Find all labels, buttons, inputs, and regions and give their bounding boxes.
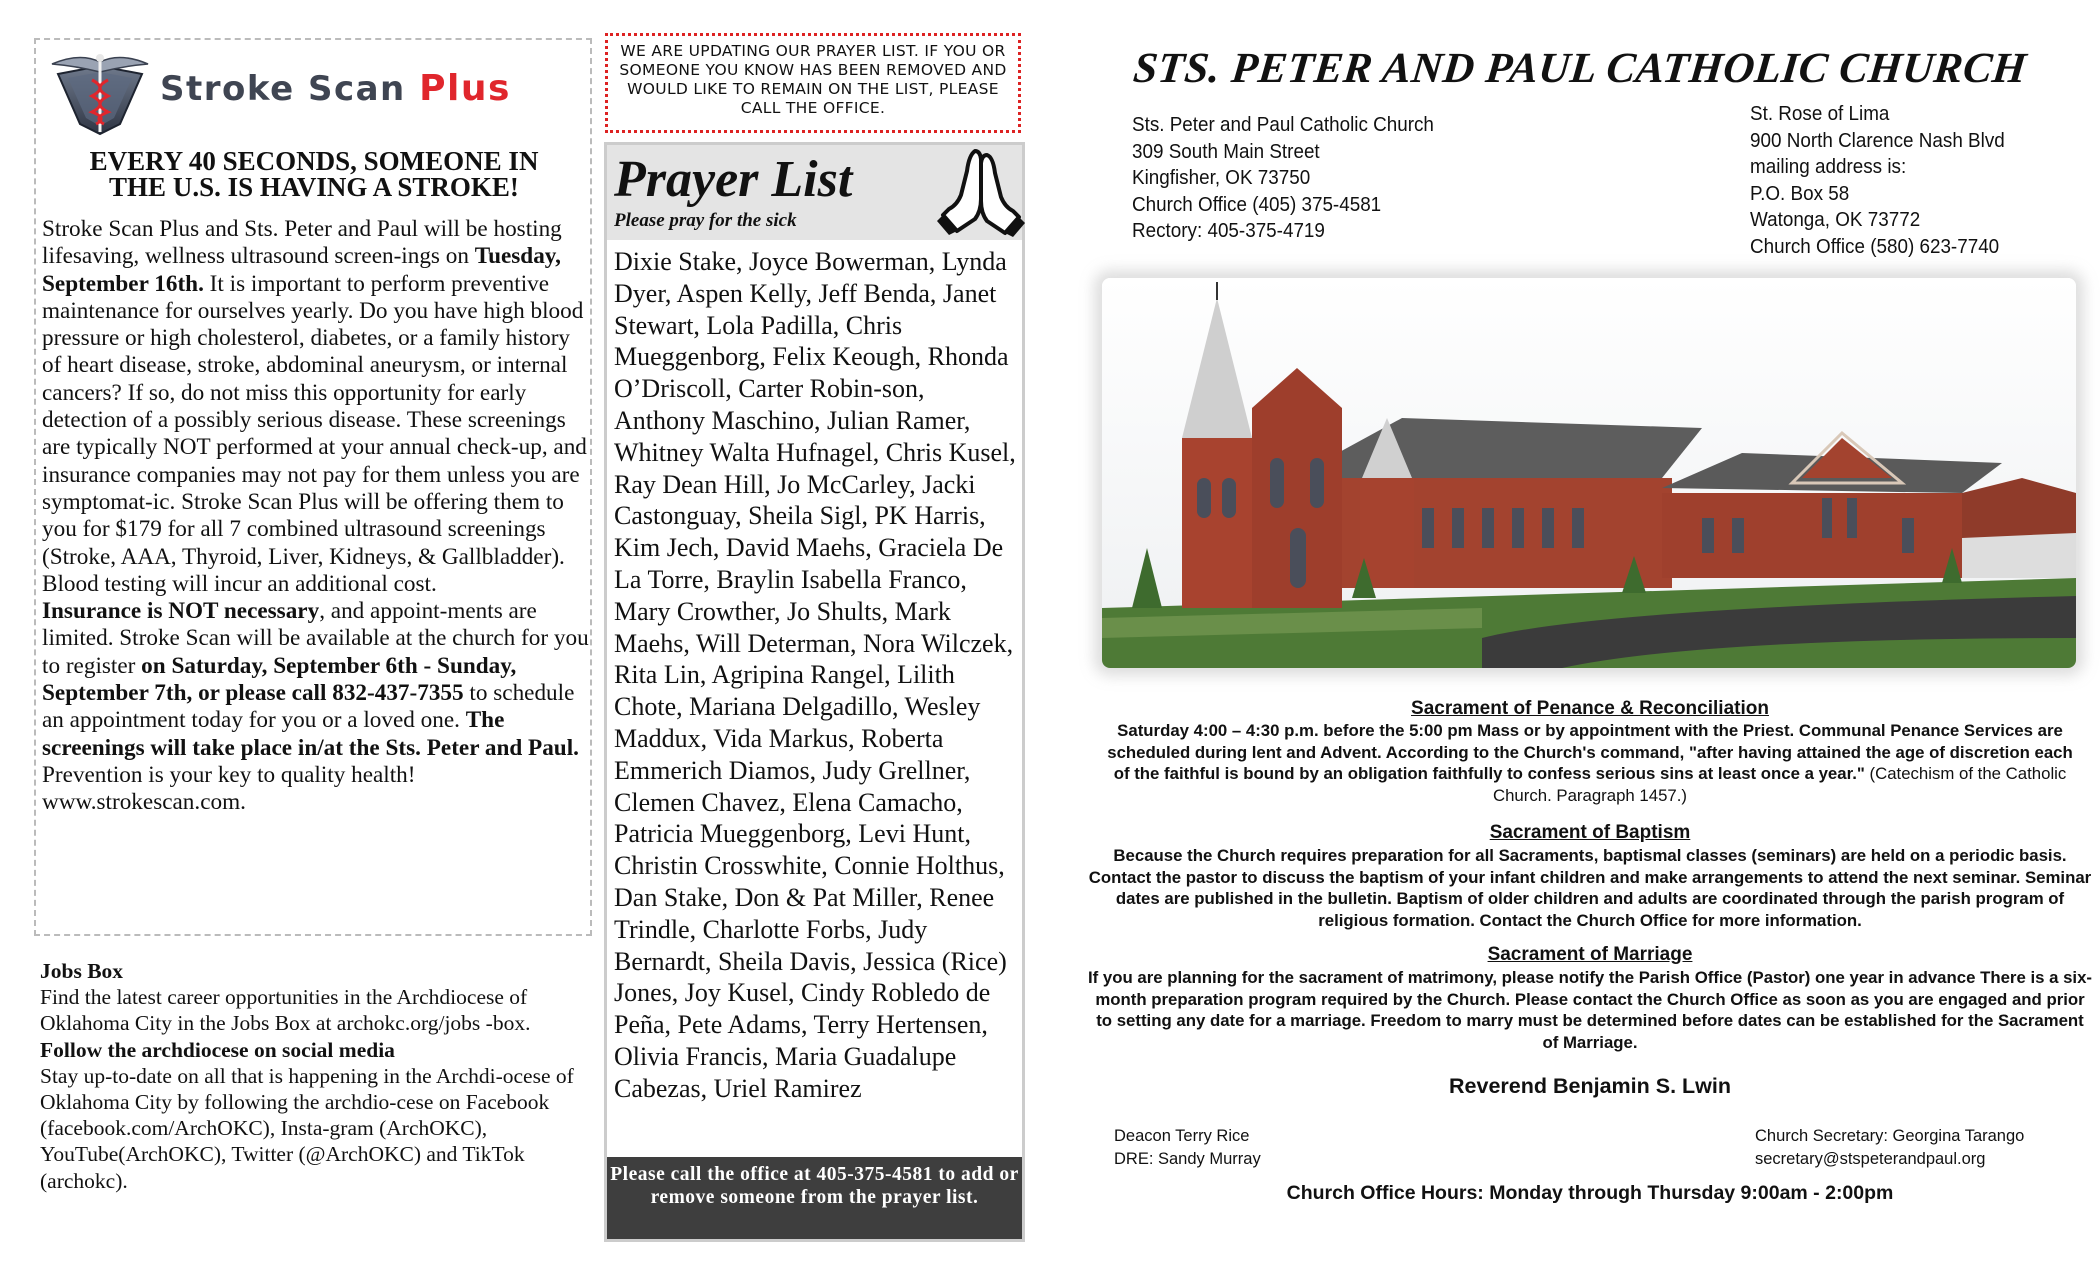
address-line: Church Office (405) 375-4581 xyxy=(1132,192,1382,216)
praying-hands-icon xyxy=(935,145,1025,237)
office-hours: Church Office Hours: Monday through Thursday 9:00am - 2:00pm xyxy=(1286,1182,1894,1204)
address-line: Sts. Peter and Paul Catholic Church xyxy=(1132,113,1434,136)
address-line: 900 North Clarence Nash Blvd xyxy=(1750,128,2005,152)
headline-line-1: EVERY 40 SECONDS, SOMEONE IN xyxy=(89,146,539,176)
penance-citation: (Catechism of the Catholic Church. Paragraph 1457.) xyxy=(1492,764,2067,805)
stroke-body-2: It is important to perform preventive maintenance for ourselves yearly. Do you have high blood pressure or high cholesterol, diabetes, or a family history of heart disease, stroke, abdominal aneurysm, or internal cancers? If so, do not miss this opportunity for early detection of a possibly serious disease. These screenings are typically NOT performed at your annual check-up, and insurance companies may not pay for them unless you are symptomat-ic. Stroke Scan Plus will be offering them to you for $179 for all 7 combined ultrasound screenings (Stroke, AAA, Thyroid, Liver, Kidneys, & Gallbladder). Blood testing will incur an additional cost. xyxy=(42,270,587,597)
baptism-text: Because the Church requires preparation for all Sacraments, baptismal classes (seminars) are held on a periodic basis. Contact the pastor to discuss the baptism of your infant children and make arrangements to attend the next seminar. Seminar dates are published in the bulletin. Baptism of older children and adults are coordinated through the parish program of religious formation. Contact the Church Office for more information. xyxy=(1088,846,2092,930)
stroke-headline xyxy=(44,148,584,200)
social-title: Follow the archdiocese on social media xyxy=(40,1037,395,1062)
penance-text xyxy=(1098,720,2082,806)
headline-line-2: THE U.S. IS HAVING A STROKE! xyxy=(109,172,519,202)
penance-heading: Sacrament of Penance & Reconciliation xyxy=(1411,698,1769,719)
address-line: P.O. Box 58 xyxy=(1750,181,1850,205)
stroke-body-3: , and appoint-ments are limited. Stroke Scan will be available at the church for you to register xyxy=(42,598,589,679)
prayer-list-footer: Please call the office at 405-375-4581 to add or remove someone from the prayer list. xyxy=(607,1157,1022,1239)
marriage-text: If you are planning for the sacrament of matrimony, please notify the Parish Office (Pastor) one year in advance There is a six-month preparation program required by the Church. Please contact the Church Office as soon as you are engaged and prior to setting any date for a marriage. Freedom to marry must be determined before dates can be established for the Sacrament of Marriage. xyxy=(1087,968,2093,1052)
logo-plus: Plus xyxy=(419,68,511,109)
address-line: Watonga, OK 73772 xyxy=(1750,208,1921,231)
stroke-date: Tuesday, September 16th. xyxy=(42,243,561,297)
address-line: Church Office (580) 623-7740 xyxy=(1750,234,2000,258)
jobs-text: Find the latest career opportunities in the Archdiocese of Oklahoma City in the Jobs Box at archokc.org/jobs -box. xyxy=(40,985,531,1036)
stroke-register: on Saturday, September 6th - Sunday, September 7th, or please call 832-437-7355 xyxy=(42,652,517,707)
logo-text: Stroke Scan xyxy=(160,69,406,109)
prayer-update-notice: WE ARE UPDATING OUR PRAYER LIST. IF YOU OR SOMEONE YOU KNOW HAS BEEN REMOVED AND WOULD LIKE TO REMAIN ON THE LIST, PLEASE CALL THE OFFICE. xyxy=(605,33,1021,133)
social-text: Stay up-to-date on all that is happening in the Archdi-ocese of Oklahoma City by following the archdio-cese on Facebook (facebook.com/ArchOKC), Insta-gram (ArchOKC), YouTube(ArchOKC), Twitter (@ArchOKC) and TikTok (archokc). xyxy=(40,1063,574,1193)
caduceus-shield-icon xyxy=(50,44,150,140)
stroke-body xyxy=(42,216,592,817)
prayer-list-title: Prayer List xyxy=(614,151,853,208)
staff-right xyxy=(1755,1125,2024,1171)
reverend-name: Reverend Benjamin S. Lwin xyxy=(1449,1074,1731,1098)
address-line: Kingfisher, OK 73750 xyxy=(1132,166,1311,189)
penance-body: Saturday 4:00 – 4:30 p.m. before the 5:00 pm Mass or by appointment with the Priest. Communal Penance Services are scheduled during lent and Advent. According to the Church's command, "after having attained the age of discretion each of the faithful is bound by an obligation faithfully to confess serious sins at least once a year." xyxy=(1107,721,2073,783)
address-line: Rectory: 405-375-4719 xyxy=(1132,219,1325,242)
stroke-body-4: to schedule an appointment today for you or a loved one. xyxy=(42,680,575,734)
prayer-names: Dixie Stake, Joyce Bowerman, Lynda Dyer, Aspen Kelly, Jeff Benda, Janet Stewart, Lola Padilla, Chris Mueggenborg, Felix Keough, Rhonda O’Driscoll, Carter Robin-son, Anthony Maschino, Julian Ramer, Whitney Walta Hufnagel, Chris Kusel, Ray Dean Hill, Jo McCarley, Jacki Castonguay, Sheila Sigl, PK Harris, Kim Jech, David Maehs, Graciela De La Torre, Braylin Isabella Franco, Mary Crowther, Jo Shults, Mark Maehs, Will Determan, Nora Wilczek, Rita Lin, Agripina Rangel, Lilith Chote, Mariana Delgadillo, Wesley Maddux, Vida Markus, Roberta Emmerich Diamos, Judy Grellner, Clemen Chavez, Elena Camacho, Patricia Mueggenborg, Levi Hunt, Christin Crosswhite, Connie Holthus, Dan Stake, Don & Pat Miller, Renee Trindle, Charlotte Forbs, Judy Bernardt, Sheila Davis, Jessica (Rice) Jones, Joy Kusel, Cindy Robledo de Peña, Pete Adams, Terry Hertensen, Olivia Francis, Maria Guadalupe Cabezas, Uriel Ramirez xyxy=(614,247,1016,1103)
address-line: 309 South Main Street xyxy=(1132,139,1320,163)
church-title: STS. PETER AND PAUL CATHOLIC CHURCH xyxy=(1131,45,2029,92)
stroke-place: The screenings will take place in/at the Sts. Peter and Paul. xyxy=(42,707,579,761)
dre-name: DRE: Sandy Murray xyxy=(1114,1150,1261,1168)
baptism-heading: Sacrament of Baptism xyxy=(1489,822,1691,843)
st-rose-address xyxy=(1750,101,2054,260)
secretary-name: Church Secretary: Georgina Tarango xyxy=(1755,1127,2025,1145)
jobs-box xyxy=(40,958,590,1194)
church-address xyxy=(1132,112,1592,245)
stroke-insurance: Insurance is NOT necessary xyxy=(42,598,320,625)
deacon-name: Deacon Terry Rice xyxy=(1114,1127,1250,1145)
stroke-body-1: Stroke Scan Plus and Sts. Peter and Paul will be hosting lifesaving, wellness ultrasound screen-ings on xyxy=(42,216,562,270)
stroke-body-5: Prevention is your key to quality health! www.strokescan.com. xyxy=(42,761,416,816)
stroke-scan-logo xyxy=(50,44,580,140)
jobs-title: Jobs Box xyxy=(40,959,124,983)
address-line: mailing address is: xyxy=(1750,155,1907,178)
secretary-email: secretary@stspeterandpaul.org xyxy=(1755,1150,1986,1168)
church-rendering-image xyxy=(1102,278,2076,668)
marriage-heading: Sacrament of Marriage xyxy=(1487,944,1693,965)
prayer-list-subtitle: Please pray for the sick xyxy=(614,210,797,231)
address-line: St. Rose of Lima xyxy=(1750,102,1890,125)
staff-left xyxy=(1114,1125,1261,1171)
